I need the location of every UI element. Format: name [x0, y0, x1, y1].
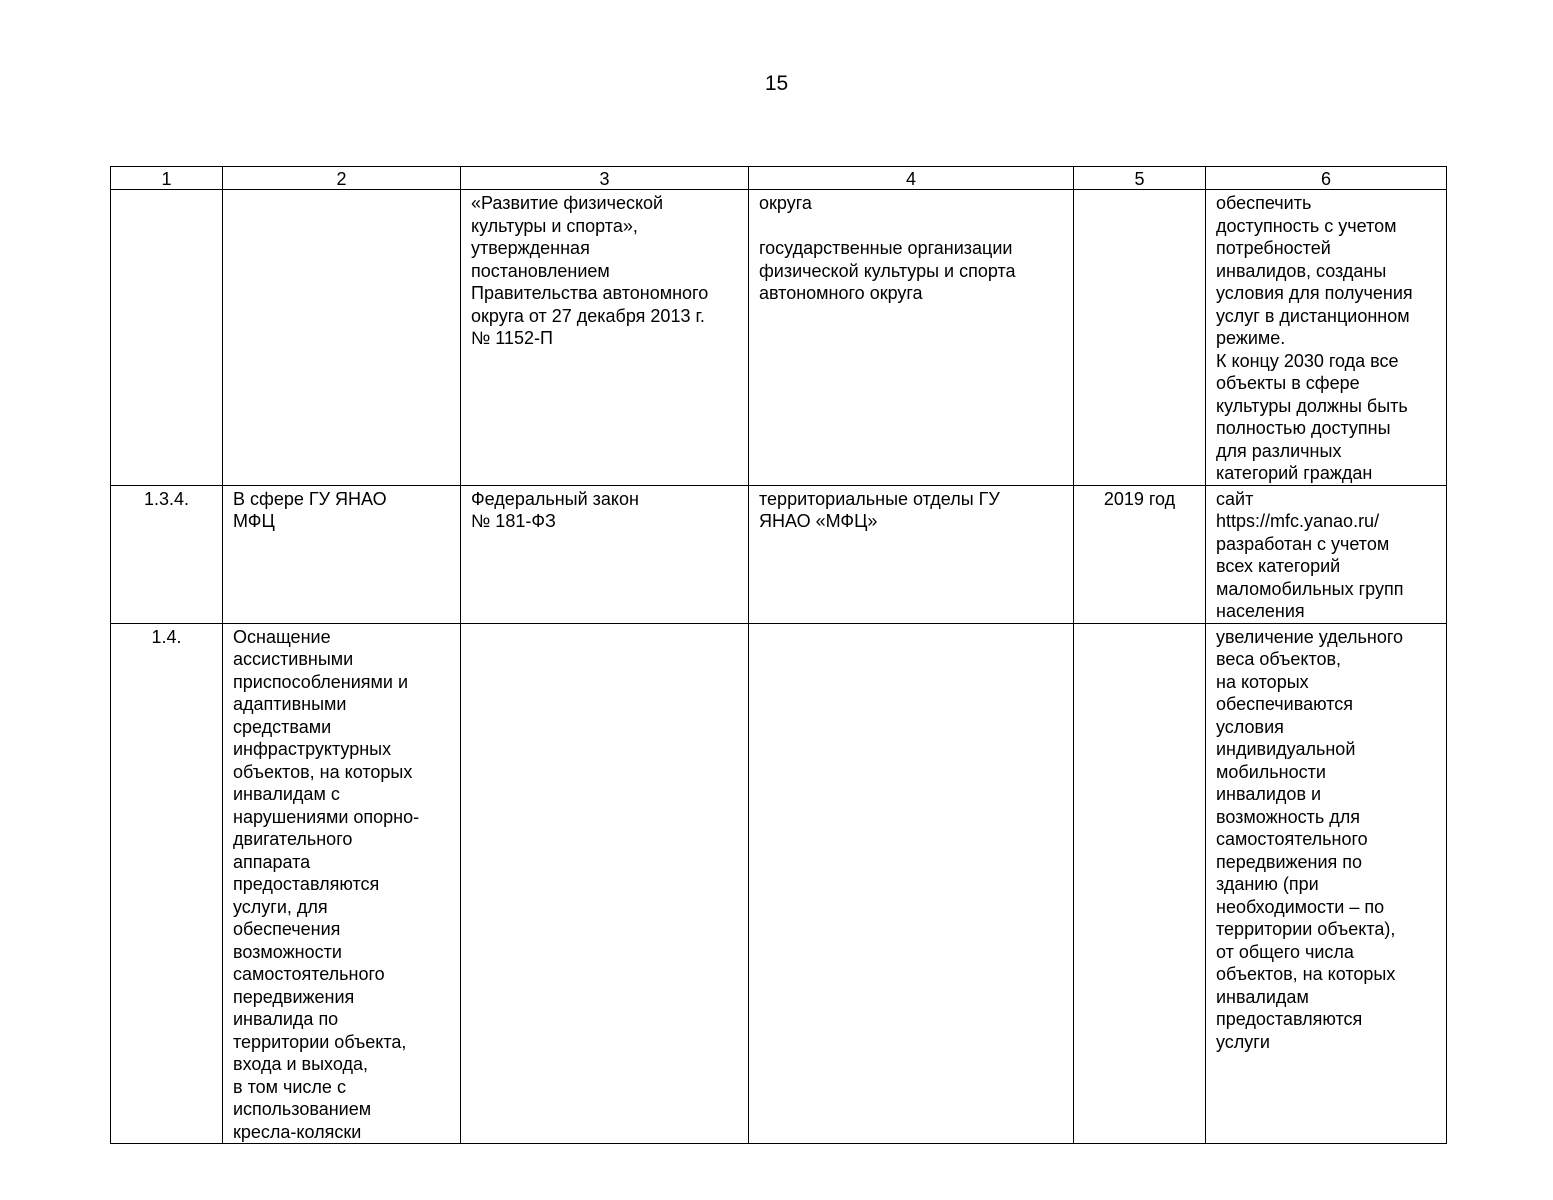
column-header-6: 6 [1206, 167, 1447, 190]
cell-number [111, 190, 223, 486]
table-header-row [111, 167, 1447, 190]
cell-number: 1.4. [111, 623, 223, 1144]
cell-measure: Оснащение ассистивными приспособлениями и адаптивными средствами инфраструктурных объектов, на которых инвалидам с нарушениями опорно- двигательного аппарата предоставляются услуги, для обеспечения возможности самостоятельного передвижения инвалида по территории объекта, входа и выхода, в том числе с использованием кресла-коляски [223, 623, 461, 1144]
cell-deadline [1074, 623, 1206, 1144]
cell-deadline [1074, 190, 1206, 486]
page-number: 15 [764, 72, 789, 95]
cell-responsible: территориальные отделы ГУ ЯНАО «МФЦ» [749, 485, 1074, 623]
column-header-5: 5 [1074, 167, 1206, 190]
cell-legal-basis [461, 623, 749, 1144]
column-header-3: 3 [461, 167, 749, 190]
table-row [111, 623, 1447, 1144]
cell-responsible [749, 623, 1074, 1144]
column-header-2: 2 [223, 167, 461, 190]
column-header-1: 1 [111, 167, 223, 190]
cell-result: сайт https://mfc.yanao.ru/ разработан с учетом всех категорий маломобильных групп населения [1206, 485, 1447, 623]
cell-legal-basis: Федеральный закон № 181-ФЗ [461, 485, 749, 623]
table-row [111, 190, 1447, 486]
column-header-4: 4 [749, 167, 1074, 190]
cell-result: обеспечить доступность с учетом потребностей инвалидов, созданы условия для получения услуг в дистанционном режиме. К концу 2030 года все объекты в сфере культуры должны быть полностью доступны для различных категорий граждан [1206, 190, 1447, 486]
table-row [111, 485, 1447, 623]
cell-number: 1.3.4. [111, 485, 223, 623]
cell-measure: В сфере ГУ ЯНАО МФЦ [223, 485, 461, 623]
cell-legal-basis: «Развитие физической культуры и спорта», утвержденная постановлением Правительства автономного округа от 27 декабря 2013 г. № 1152-П [461, 190, 749, 486]
cell-result: увеличение удельного веса объектов, на которых обеспечиваются условия индивидуальной мобильности инвалидов и возможность для самостоятельного передвижения по зданию (при необходимости – по территории объекта), от общего числа объектов, на которых инвалидам предоставляются услуги [1206, 623, 1447, 1144]
cell-measure [223, 190, 461, 486]
measures-table [110, 166, 1447, 1144]
cell-deadline: 2019 год [1074, 485, 1206, 623]
cell-responsible: округа государственные организации физической культуры и спорта автономного округа [749, 190, 1074, 486]
